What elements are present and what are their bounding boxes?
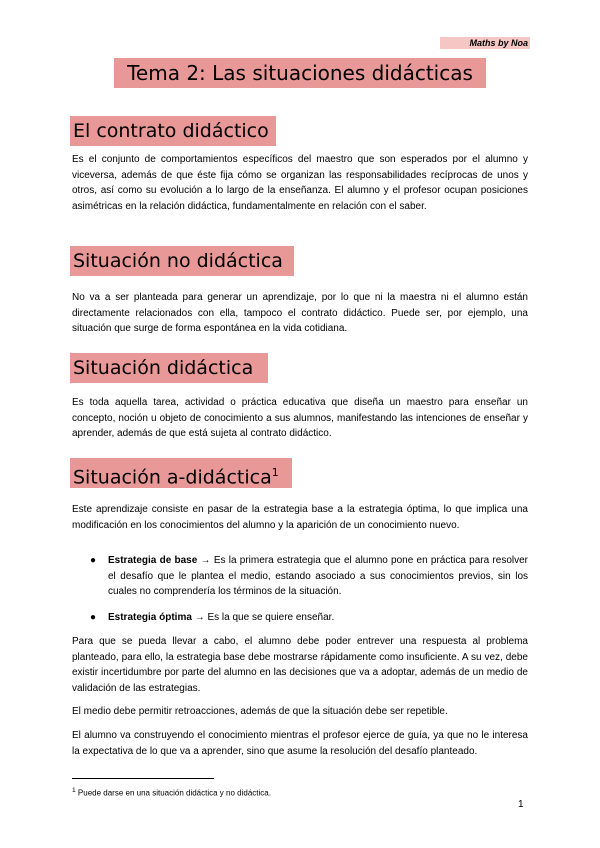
paragraph-a-didactica-3: El alumno va construyendo el conocimiento mientras el profesor ejerce de guía, ya que no le interesa la expectativa de lo que va a aprender, sino que asume la resolución del desafío planteado. [72, 730, 528, 757]
list-item [72, 553, 528, 600]
paragraph-a-didactica-1: Para que se pueda llevar a cabo, el alumno debe poder entrever una respuesta al problema planteado, para ello, la estrategia base debe mostrarse rápidamente como insuficiente. A su vez, debe existir incertidumbre por parte del alumno en las decisiones que va a adoptar, además de un medio de validación de las estrategias. [72, 636, 528, 694]
section-heading-text: El contrato didáctico [73, 120, 269, 142]
paragraph-a-didactica-2: El medio debe permitir retroacciones, además de que la situación debe ser repetible. [72, 706, 448, 717]
bullet-text: Es la que se quiere enseñar. [207, 611, 335, 623]
footnote-text: Puede darse en una situación didáctica y no didáctica. [75, 788, 271, 798]
page-title: Tema 2: Las situaciones didácticas [114, 58, 486, 88]
section-heading-text: Situación no didáctica [73, 250, 283, 272]
footnote-divider [72, 778, 214, 779]
section-heading-no-didactica [70, 246, 294, 276]
page-number: 1 [518, 799, 524, 810]
list-item [72, 610, 528, 626]
section-heading-text: Situación a-didáctica [73, 466, 272, 489]
bullet-term: Estrategia de base [108, 555, 198, 566]
bullet-text: Es la primera estrategia que el alumno pone en práctica para resolver el desafío que le plantea el medio, estando asociado a sus conocimientos previos, sin los cuales no comprendería los términos de la situación. [108, 555, 529, 597]
footnote-marker: 1 [271, 466, 279, 479]
section-heading-contrato [70, 116, 276, 146]
bullet-icon: ● [90, 611, 97, 623]
footnote [72, 785, 271, 799]
footnote-number: 1 [72, 787, 76, 794]
paragraph-a-didactica-intro: Este aprendizaje consiste en pasar de la estrategia base a la estrategia óptima, lo que implica una modificación en los conocimientos del alumno y la aparición de un conocimiento nuevo. [72, 504, 528, 531]
paragraph-contrato: Es el conjunto de comportamientos específicos del maestro que son esperados por el alumno y viceversa, además de que éste fija cómo se organizan las responsabilidades recíprocas de unos y otros, así como su evolución a lo largo de la enseñanza. El alumno y el profesor ocupan posiciones asimétricas en la relación didáctica, fundamentalmente en relación con el saber. [72, 154, 528, 212]
section-heading-a-didactica [70, 458, 292, 488]
strategy-list [72, 553, 528, 635]
bullet-icon: ● [90, 555, 97, 566]
section-heading-didactica [70, 353, 268, 383]
bullet-term: Estrategia óptima [108, 611, 192, 623]
section-heading-text: Situación didáctica [73, 357, 254, 379]
arrow-icon: → [191, 611, 208, 623]
paragraph-no-didactica: No va a ser planteada para generar un aprendizaje, por lo que ni la maestra ni el alumno están directamente relacionados con ella, tampoco el contrato didáctico. Puede ser, por ejemplo, una situación que surge de forma espontánea en la vida cotidiana. [72, 292, 528, 334]
arrow-icon: → [197, 555, 214, 566]
header-tag: Maths by Noa [440, 37, 530, 49]
paragraph-didactica: Es toda aquella tarea, actividad o práctica educativa que diseña un maestro para enseñar un concepto, noción u objeto de conocimiento a sus alumnos, manifestando las intenciones de enseñar y aprender, además de que está sujeta al contrato didáctico. [72, 397, 528, 439]
